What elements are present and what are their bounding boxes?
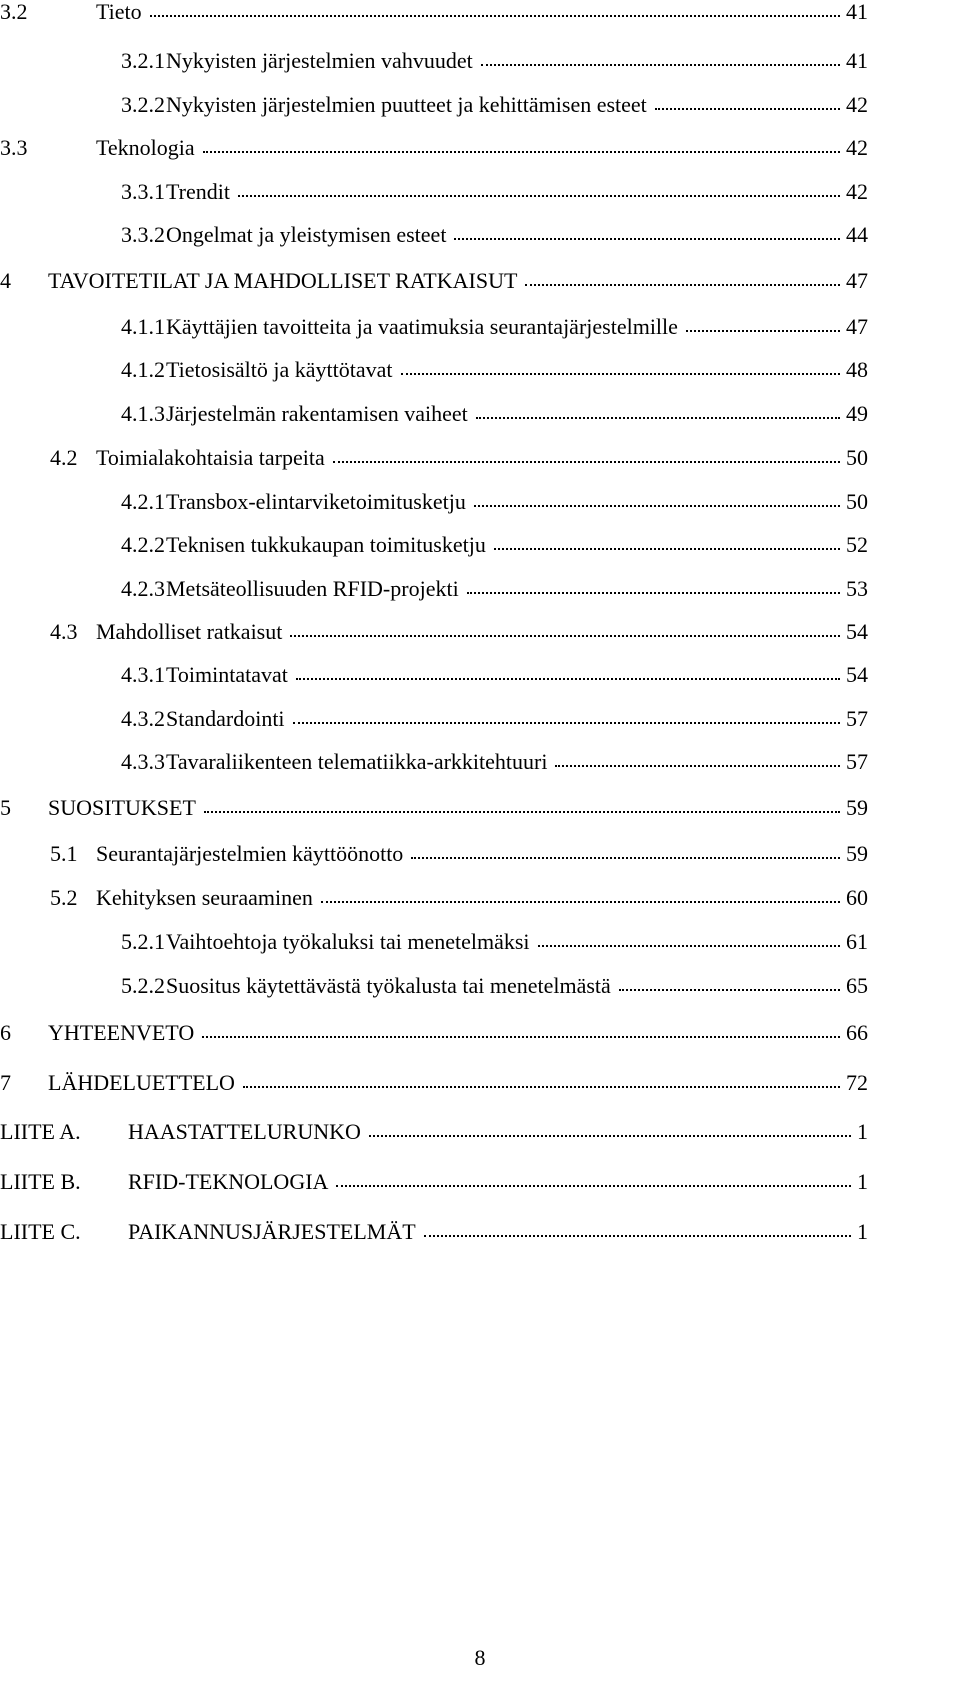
toc-entry-page: 65: [846, 973, 868, 998]
toc-entry[interactable]: [121, 352, 868, 388]
toc-entry-page: 72: [846, 1070, 868, 1095]
toc-entry[interactable]: [121, 217, 868, 253]
toc-entry-title: Suositus käytettävästä työkalusta tai menetelmästä: [166, 973, 611, 998]
toc-entry[interactable]: [121, 309, 868, 345]
toc-entry[interactable]: [121, 87, 868, 123]
toc-leader-dots: [369, 1135, 851, 1137]
toc-entry-page: 49: [846, 401, 868, 426]
toc-leader-dots: [538, 945, 840, 947]
toc-leader-dots: [401, 373, 841, 375]
toc-entry-page: 1: [857, 1119, 868, 1144]
toc-entry-page: 42: [846, 92, 868, 117]
toc-entry-title: Tavaraliikenteen telematiikka-arkkitehtuuri: [166, 749, 548, 774]
toc-entry-page: 57: [846, 749, 868, 774]
toc-entry-page: 53: [846, 576, 868, 601]
toc-entry-number: 3.2.1: [121, 48, 165, 73]
toc-entry[interactable]: [0, 1214, 868, 1250]
toc-entry[interactable]: [121, 484, 868, 520]
toc-entry-title: Vaihtoehtoja työkaluksi tai menetelmäksi: [166, 929, 530, 954]
toc-leader-dots: [202, 1036, 840, 1038]
toc-entry-number: 3.2.2: [121, 92, 165, 117]
toc-entry-page: 1: [857, 1169, 868, 1194]
toc-entry[interactable]: [0, 1015, 868, 1051]
toc-leader-dots: [655, 108, 840, 110]
toc-leader-dots: [619, 989, 840, 991]
toc-entry[interactable]: [0, 130, 868, 166]
toc-entry-title: RFID-TEKNOLOGIA: [128, 1169, 329, 1194]
toc-entry-title: Tieto: [96, 0, 142, 24]
toc-entry-number: 3.3.1: [121, 179, 165, 204]
toc-entry-title: TAVOITETILAT JA MAHDOLLISET RATKAISUT: [48, 268, 518, 293]
toc-entry[interactable]: [121, 571, 868, 607]
toc-entry-title: Metsäteollisuuden RFID-projekti: [166, 576, 459, 601]
toc-entry[interactable]: [121, 527, 868, 563]
toc-leader-dots: [238, 195, 840, 197]
toc-entry[interactable]: [121, 174, 868, 210]
toc-entry[interactable]: [50, 440, 868, 476]
toc-entry-number: 4.1.1: [121, 314, 165, 339]
toc-entry-title: Standardointi: [166, 706, 285, 731]
toc-entry-number: 4: [0, 268, 11, 293]
toc-entry-title: Nykyisten järjestelmien vahvuudet: [166, 48, 473, 73]
toc-entry-number: 4.2.3: [121, 576, 165, 601]
toc-leader-dots: [686, 330, 840, 332]
toc-entry-number: LIITE C.: [0, 1219, 81, 1244]
toc-entry[interactable]: [121, 744, 868, 780]
toc-entry-page: 1: [857, 1219, 868, 1244]
toc-entry-page: 54: [846, 619, 868, 644]
toc-leader-dots: [411, 857, 840, 859]
toc-entry[interactable]: [0, 263, 868, 299]
toc-entry-number: 4.2.1: [121, 489, 165, 514]
toc-entry-page: 47: [846, 268, 868, 293]
toc-entry-number: 5.2.1: [121, 929, 165, 954]
toc-entry[interactable]: [0, 1114, 868, 1150]
toc-leader-dots: [481, 64, 840, 66]
toc-entry-title: Ongelmat ja yleistymisen esteet: [166, 222, 447, 247]
toc-entry-title: LÄHDELUETTELO: [48, 1070, 235, 1095]
toc-entry[interactable]: [121, 701, 868, 737]
toc-leader-dots: [296, 678, 840, 680]
toc-entry-number: 6: [0, 1020, 11, 1045]
toc-entry-title: PAIKANNUSJÄRJESTELMÄT: [128, 1219, 416, 1244]
toc-entry-number: 3.3: [0, 135, 28, 160]
toc-entry-title: SUOSITUKSET: [48, 795, 196, 820]
toc-entry-title: Teknisen tukkukaupan toimitusketju: [166, 532, 486, 557]
toc-leader-dots: [243, 1086, 840, 1088]
toc-leader-dots: [555, 765, 840, 767]
toc-entry-number: 3.3.2: [121, 222, 165, 247]
toc-entry-title: Käyttäjien tavoitteita ja vaatimuksia seurantajärjestelmille: [166, 314, 678, 339]
toc-entry-page: 42: [846, 179, 868, 204]
toc-entry-number: 4.1.3: [121, 401, 165, 426]
toc-entry[interactable]: [121, 396, 868, 432]
toc-entry-title: Kehityksen seuraaminen: [96, 885, 313, 910]
toc-entry-number: 4.2.2: [121, 532, 165, 557]
toc-entry-page: 41: [846, 48, 868, 73]
toc-entry-number: LIITE A.: [0, 1119, 81, 1144]
toc-leader-dots: [336, 1185, 851, 1187]
toc-entry-number: LIITE B.: [0, 1169, 81, 1194]
toc-leader-dots: [476, 417, 840, 419]
toc-entry-title: Toimialakohtaisia tarpeita: [96, 445, 325, 470]
toc-entry-page: 57: [846, 706, 868, 731]
toc-entry-number: 5: [0, 795, 11, 820]
toc-entry-number: 7: [0, 1070, 11, 1095]
toc-leader-dots: [333, 461, 840, 463]
toc-entry-number: 4.1.2: [121, 357, 165, 382]
toc-leader-dots: [454, 238, 840, 240]
toc-entry-page: 50: [846, 489, 868, 514]
toc-entry-page: 50: [846, 445, 868, 470]
toc-entry-number: 4.3.3: [121, 749, 165, 774]
toc-entry[interactable]: [121, 43, 868, 79]
toc-entry-page: 52: [846, 532, 868, 557]
toc-entry-title: Järjestelmän rakentamisen vaiheet: [166, 401, 468, 426]
toc-entry-title: Nykyisten järjestelmien puutteet ja kehittämisen esteet: [166, 92, 647, 117]
toc-entry[interactable]: [0, 790, 868, 826]
toc-entry-page: 60: [846, 885, 868, 910]
toc-leader-dots: [293, 722, 840, 724]
toc-entry-title: Seurantajärjestelmien käyttöönotto: [96, 841, 404, 866]
toc-entry-number: 4.2: [50, 445, 78, 470]
toc-entry[interactable]: [50, 614, 868, 650]
toc-leader-dots: [290, 635, 840, 637]
toc-leader-dots: [150, 15, 840, 17]
toc-entry-number: 5.1: [50, 841, 78, 866]
page-number: 8: [474, 1645, 486, 1670]
toc-entry-number: 4.3: [50, 619, 78, 644]
toc-entry[interactable]: [121, 657, 868, 693]
toc-entry-page: 59: [846, 841, 868, 866]
toc-leader-dots: [204, 811, 840, 813]
toc-entry-title: Toimintatavat: [166, 662, 288, 687]
toc-entry[interactable]: [50, 836, 868, 872]
toc-entry-number: 4.3.2: [121, 706, 165, 731]
toc-entry[interactable]: [0, 1164, 868, 1200]
toc-entry[interactable]: [0, 1065, 868, 1101]
toc-leader-dots: [494, 548, 840, 550]
toc-entry-number: 5.2: [50, 885, 78, 910]
toc-entry-title: YHTEENVETO: [48, 1020, 195, 1045]
toc-entry-page: 44: [846, 222, 868, 247]
toc-entry-page: 54: [846, 662, 868, 687]
toc-entry-page: 48: [846, 357, 868, 382]
toc-entry-title: HAASTATTELURUNKO: [128, 1119, 361, 1144]
toc-entry-page: 66: [846, 1020, 868, 1045]
toc-entry[interactable]: [0, 0, 868, 30]
toc-entry-page: 42: [846, 135, 868, 160]
toc-leader-dots: [424, 1235, 851, 1237]
toc-leader-dots: [474, 505, 840, 507]
toc-entry-page: 59: [846, 795, 868, 820]
toc-entry-page: 61: [846, 929, 868, 954]
toc-entry-title: Teknologia: [96, 135, 195, 160]
toc-entry-number: 4.3.1: [121, 662, 165, 687]
toc-entry-title: Trendit: [166, 179, 230, 204]
toc-entry-title: Transbox-elintarviketoimitusketju: [166, 489, 466, 514]
toc-entry-page: 41: [846, 0, 868, 24]
toc-leader-dots: [321, 901, 840, 903]
toc-entry-number: 3.2: [0, 0, 28, 24]
toc-leader-dots: [525, 284, 840, 286]
toc-entry-page: 47: [846, 314, 868, 339]
toc-leader-dots: [467, 592, 840, 594]
toc-entry-title: Mahdolliset ratkaisut: [96, 619, 283, 644]
toc-entry[interactable]: [50, 880, 868, 916]
toc-entry-number: 5.2.2: [121, 973, 165, 998]
toc-entry[interactable]: [121, 968, 868, 1004]
toc-leader-dots: [203, 151, 840, 153]
toc-entry-title: Tietosisältö ja käyttötavat: [166, 357, 393, 382]
toc-entry[interactable]: [121, 924, 868, 960]
